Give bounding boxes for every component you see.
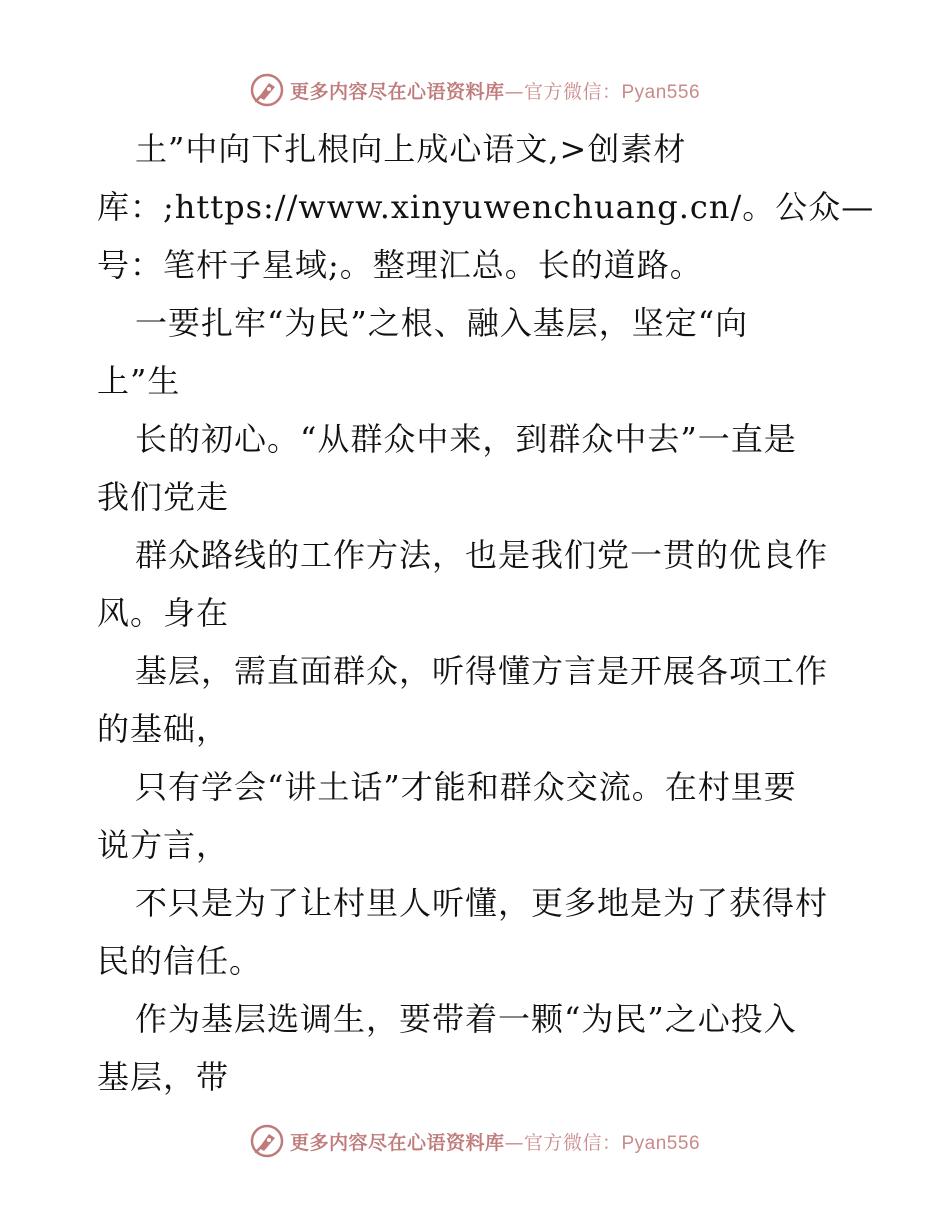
footer-watermark — [0, 1121, 950, 1161]
pen-nib-logo-icon — [250, 1124, 284, 1158]
text-line: 号：笔杆子星域;。整理汇总。长的道路。 — [97, 246, 703, 284]
text-line: 风。身在 — [97, 594, 230, 632]
pen-nib-logo-icon — [250, 73, 284, 107]
watermark-text — [290, 1128, 700, 1155]
text-line-url: 库：;https://www.xinyuwenchuang.cn/。公众— — [97, 188, 875, 226]
watermark-main: 更多内容尽在心语资料库 — [289, 1131, 505, 1154]
text-line: 土”中向下扎根向上成心语文,>创素材 — [135, 130, 687, 168]
text-line: 说方言， — [97, 826, 230, 864]
text-line: 我们党走 — [97, 478, 230, 516]
text-line: 基层，带 — [97, 1058, 230, 1096]
watermark-official: 官方微信： — [523, 80, 622, 103]
watermark-text — [290, 77, 700, 104]
text-line: 民的信任。 — [97, 942, 263, 980]
text-line: 的基础， — [97, 710, 230, 748]
text-line: 长的初心。“从群众中来，到群众中去”一直是 — [135, 420, 797, 458]
watermark-dash: — — [504, 1131, 524, 1154]
watermark-main: 更多内容尽在心语资料库 — [289, 80, 505, 103]
watermark-id: Pyan556 — [621, 1132, 701, 1154]
text-line: 上”生 — [97, 362, 181, 400]
text-line: 基层，需直面群众，听得懂方言是开展各项工作 — [135, 652, 829, 690]
text-line: 不只是为了让村里人听懂，更多地是为了获得村 — [135, 884, 829, 922]
text-line: 只有学会“讲土话”才能和群众交流。在村里要 — [135, 768, 797, 806]
watermark-dash: — — [504, 80, 524, 103]
text-line: 群众路线的工作方法，也是我们党一贯的优良作 — [135, 536, 829, 574]
text-line — [97, 178, 874, 236]
text-line: 作为基层选调生，要带着一颗“为民”之心投入 — [135, 1000, 797, 1038]
watermark-official: 官方微信： — [523, 1131, 622, 1154]
watermark-id: Pyan556 — [621, 81, 701, 103]
header-watermark — [0, 70, 950, 110]
text-line: 一要扎牢“为民”之根、融入基层，坚定“向 — [135, 304, 749, 342]
